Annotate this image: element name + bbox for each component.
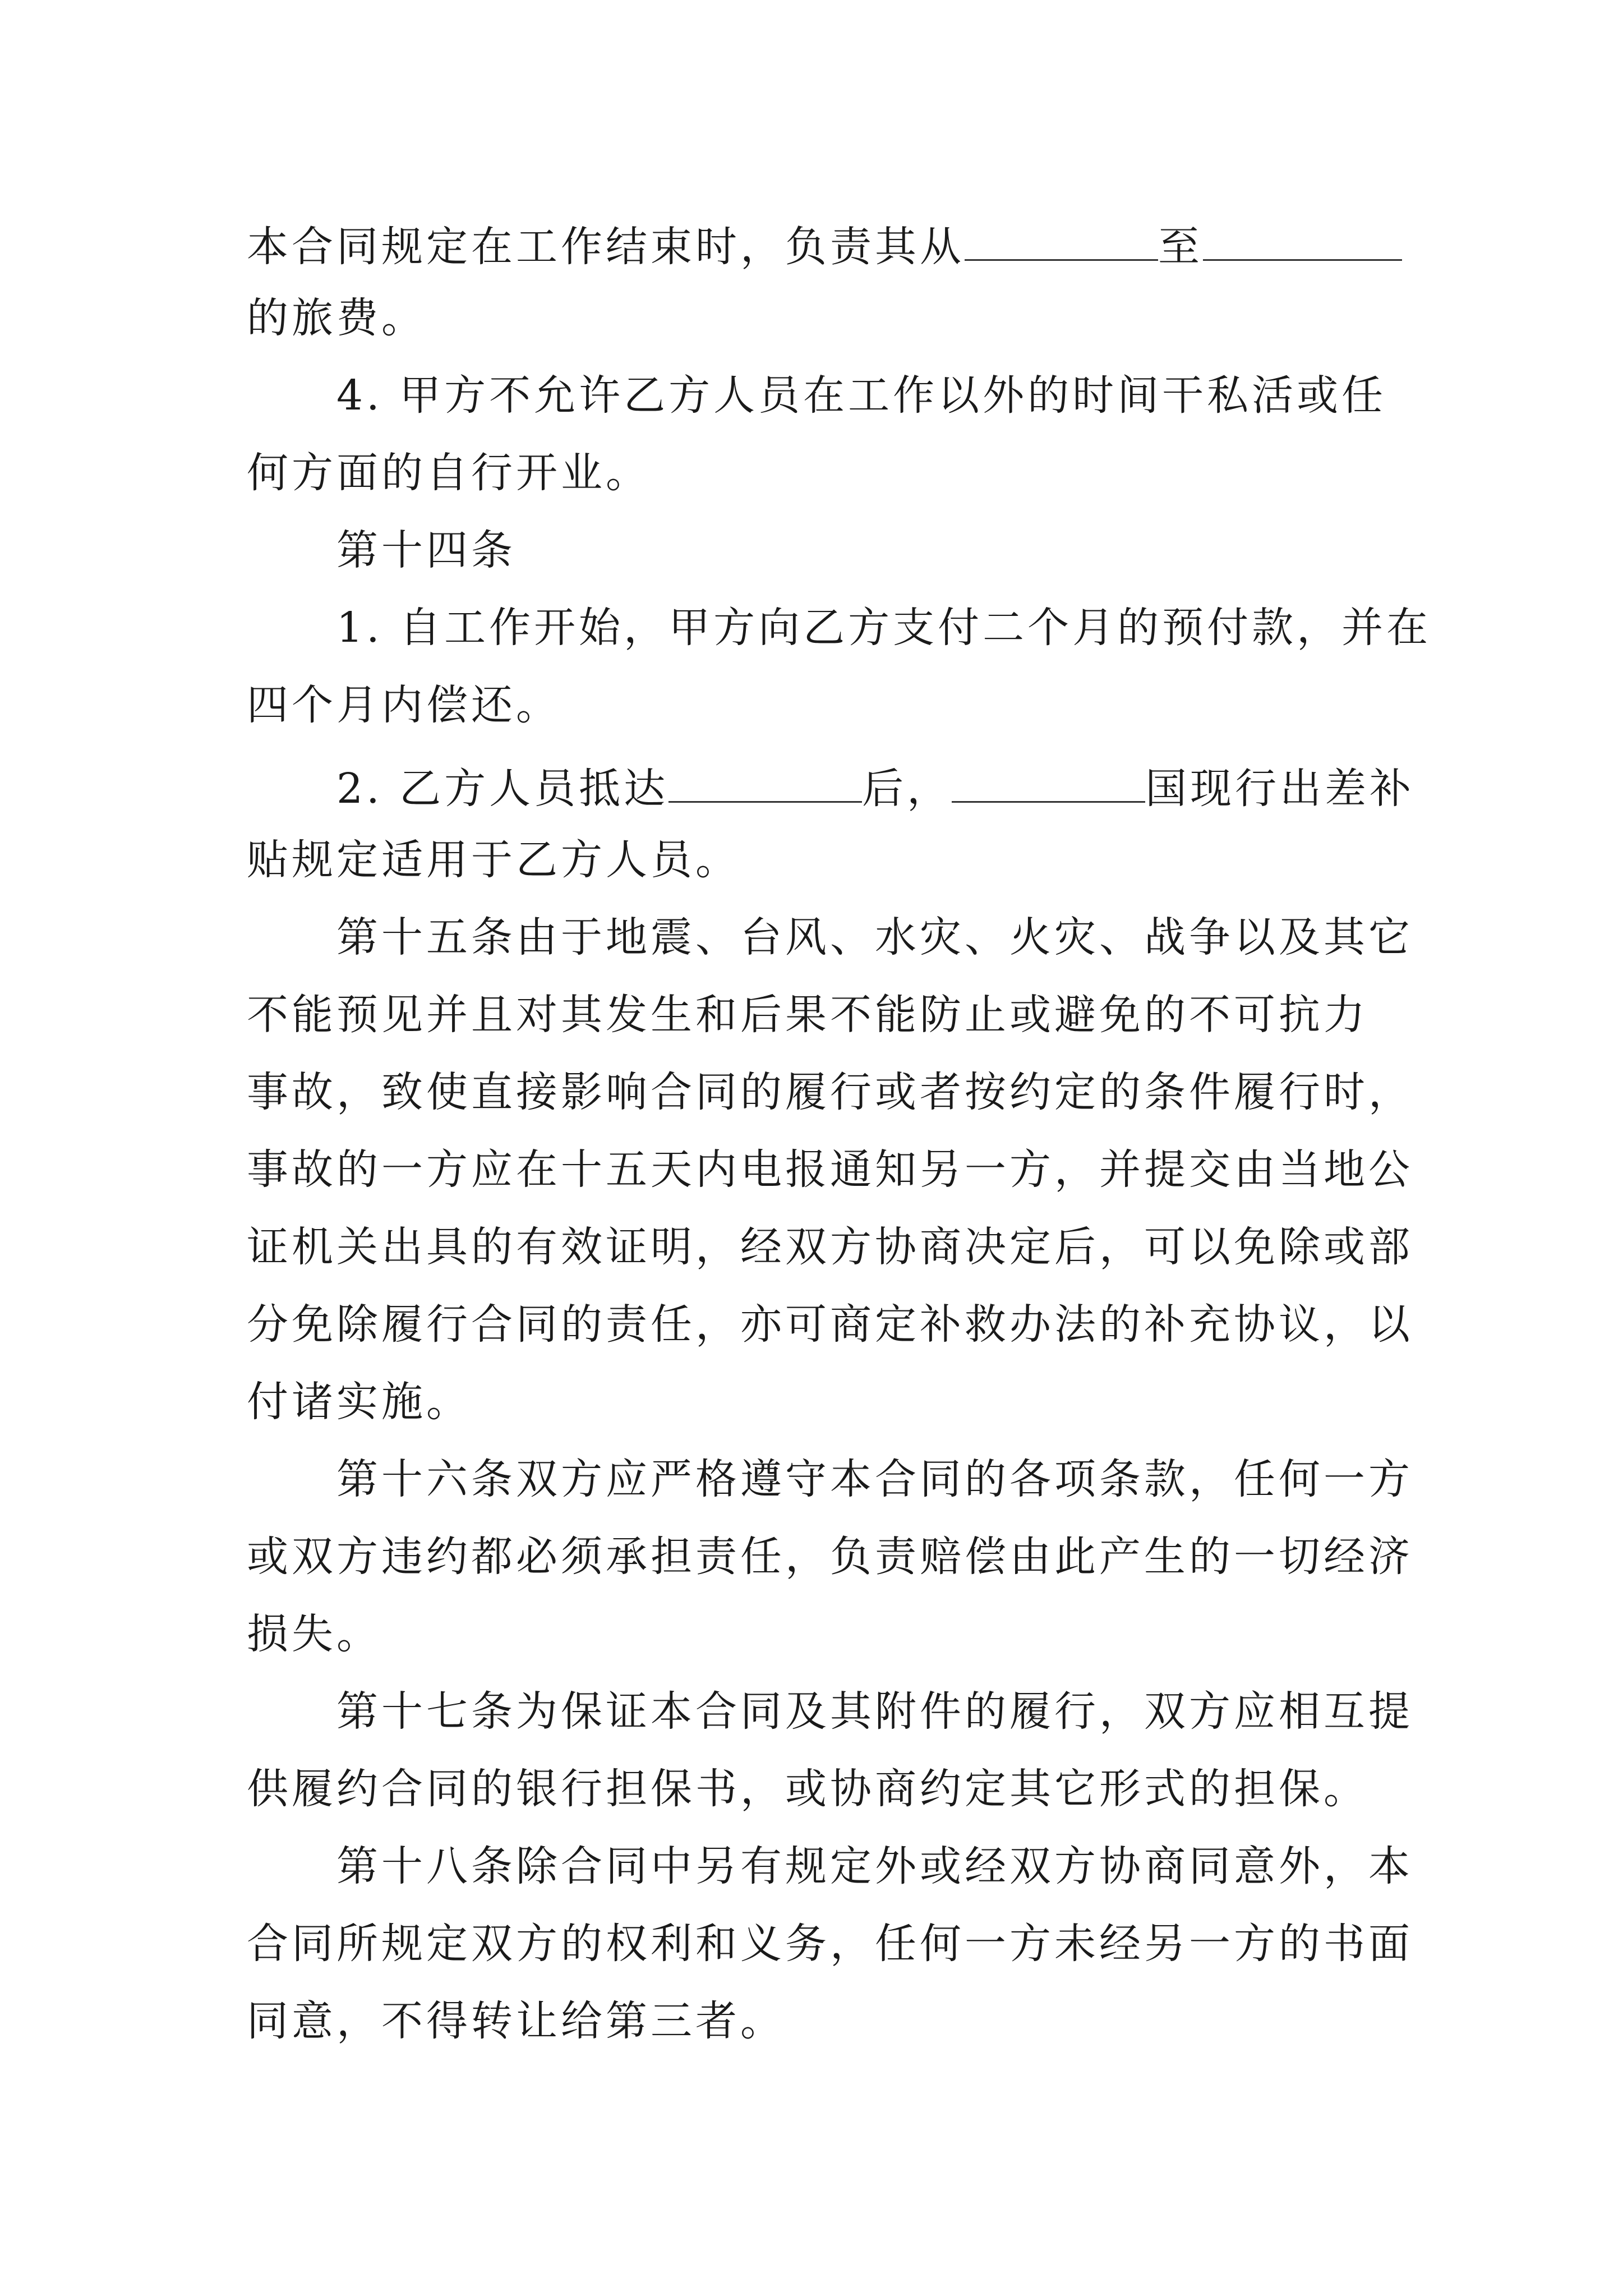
fill-in-blank xyxy=(1203,220,1402,261)
line-text: 至 xyxy=(1158,223,1203,271)
fill-in-blank xyxy=(965,220,1158,261)
text-line: 或双方违约都必须承担责任，负责赔偿由此产生的一切经济 xyxy=(247,1533,1413,1581)
text-line: 第十八条除合同中另有规定外或经双方协商同意外，本 xyxy=(336,1842,1413,1890)
fill-in-blank xyxy=(668,762,862,803)
text-line: 合同所规定双方的权利和义务，任何一方未经另一方的书面 xyxy=(247,1920,1413,1968)
text-line: 付诸实施。 xyxy=(247,1378,471,1426)
text-line: 事故的一方应在十五天内电报通知另一方，并提交由当地公 xyxy=(247,1145,1413,1194)
text-line: 1. 自工作开始，甲方向乙方支付二个月的预付款，并在 xyxy=(336,604,1432,652)
line-text: 后， xyxy=(862,765,952,813)
text-line xyxy=(336,762,1415,813)
fill-in-blank xyxy=(952,762,1145,803)
text-line xyxy=(247,220,1402,271)
text-line: 何方面的自行开业。 xyxy=(247,449,651,497)
text-line: 不能预见并且对其发生和后果不能防止或避免的不可抗力 xyxy=(247,991,1368,1039)
text-line: 贴规定适用于乙方人员。 xyxy=(247,836,740,884)
text-line: 证机关出具的有效证明，经双方协商决定后，可以免除或部 xyxy=(247,1223,1413,1271)
text-line: 第十六条双方应严格遵守本合同的各项条款，任何一方 xyxy=(336,1455,1413,1503)
text-line: 4. 甲方不允许乙方人员在工作以外的时间干私活或任 xyxy=(336,371,1387,420)
line-text: 本合同规定在工作结束时，负责其从 xyxy=(247,223,965,271)
text-line: 第十四条 xyxy=(336,526,516,574)
text-line: 第十五条由于地震、台风、水灾、火灾、战争以及其它 xyxy=(336,913,1413,961)
text-line: 第十七条为保证本合同及其附件的履行，双方应相互提 xyxy=(336,1687,1413,1736)
text-line: 损失。 xyxy=(247,1610,381,1658)
text-line: 分免除履行合同的责任，亦可商定补救办法的补充协议，以 xyxy=(247,1300,1413,1349)
text-line: 四个月内偿还。 xyxy=(247,681,561,729)
text-line: 供履约合同的银行担保书，或协商约定其它形式的担保。 xyxy=(247,1765,1368,1813)
line-text: 国现行出差补 xyxy=(1145,765,1415,813)
line-text: 2. 乙方人员抵达 xyxy=(336,765,669,813)
text-line: 同意，不得转让给第三者。 xyxy=(247,1997,785,2045)
text-line: 的旅费。 xyxy=(247,294,426,342)
text-line: 事故，致使直接影响合同的履行或者按约定的条件履行时， xyxy=(247,1068,1413,1116)
